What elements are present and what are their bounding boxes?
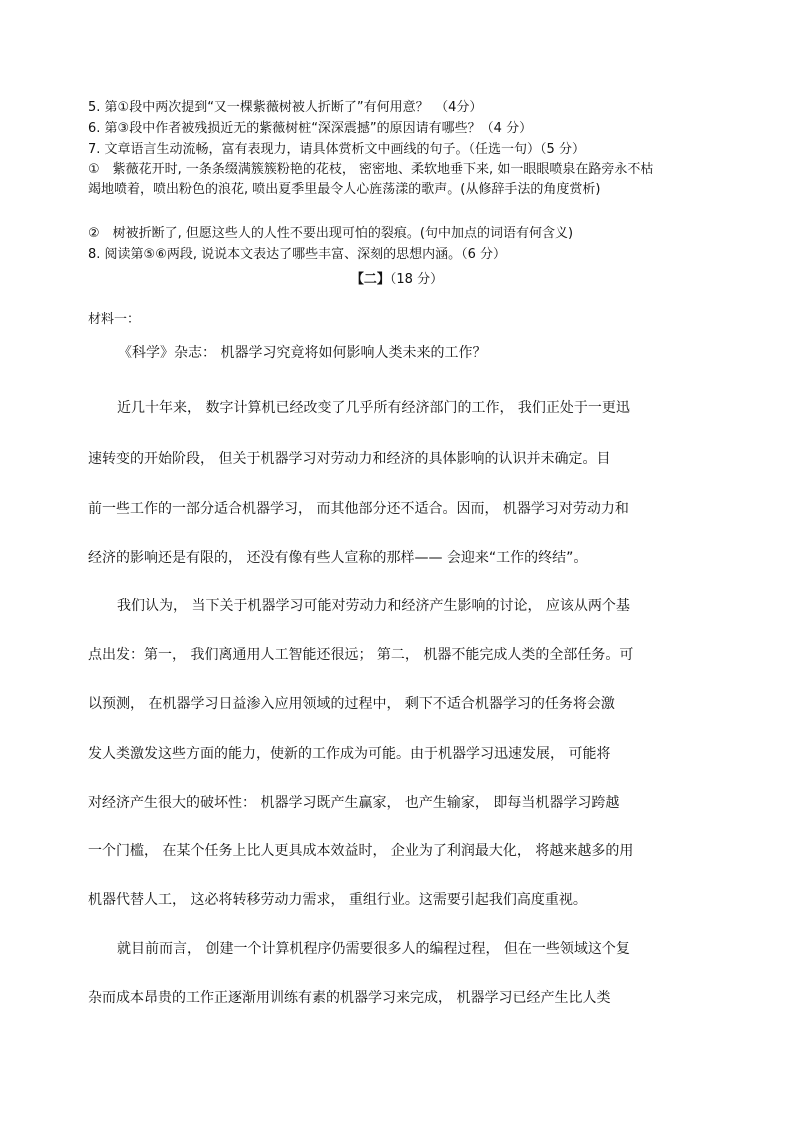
body-line: 点出发：第一， 我们离通用人工智能还很远； 第二， 机器不能完成人类的全部任务。可 xyxy=(88,647,634,663)
body-line: 发人类激发这些方面的能力，使新的工作成为可能。由于机器学习迅速发展， 可能将 xyxy=(88,746,611,762)
body-line: 经济的影响还是有限的， 还没有像有些人宣称的那样—— 会迎来“工作的终结”。 xyxy=(88,550,588,566)
section-title: 【二】 xyxy=(350,272,390,287)
question-7-option-2: ② 树被折断了, 但愿这些人的人性不要出现可怕的裂痕。(句中加点的词语有何含义) xyxy=(88,226,574,241)
body-line: 一个门槛， 在某个任务上比人更具成本效益时， 企业为了利润最大化， 将越来越多的用 xyxy=(88,843,634,859)
body-line: 就目前而言， 创建一个计算机程序仍需要很多人的编程过程， 但在一些领域这个复 xyxy=(117,941,630,957)
body-line: 前一些工作的一部分适合机器学习， 而其他部分还不适合。因而， 机器学习对劳动力和 xyxy=(88,501,629,517)
body-line: 以预测， 在机器学习日益渗入应用领域的过程中， 剩下不适合机器学习的任务将会激 xyxy=(88,696,615,712)
magazine-line: 《科学》杂志： 机器学习究竟将如何影响人类未来的工作？ xyxy=(118,345,487,361)
body-line: 杂而成本昂贵的工作正逐渐用训练有素的机器学习来完成， 机器学习已经产生比人类 xyxy=(88,990,611,1006)
material-label: 材料一： xyxy=(88,312,141,327)
body-line: 我们认为， 当下关于机器学习可能对劳动力和经济产生影响的讨论， 应该从两个基 xyxy=(117,598,630,614)
body-line: 速转变的开始阶段， 但关于机器学习对劳动力和经济的具体影响的认识并未确定。目 xyxy=(88,451,611,467)
section-score: （18 分） xyxy=(389,272,444,287)
question-6: 6. 第③段中作者被残损近无的紫薇树桩“深深震撼”的原因请有哪些？（4 分） xyxy=(88,121,533,136)
body-line: 近几十年来， 数字计算机已经改变了几乎所有经济部门的工作， 我们正处于一更迅 xyxy=(117,400,630,416)
question-8: 8. 阅读第⑤⑥两段, 说说本文表达了哪些丰富、深刻的思想内涵。（6 分） xyxy=(88,247,507,262)
body-line: 机器代替人工， 这必将转移劳动力需求， 重组行业。这需要引起我们高度重视。 xyxy=(88,892,587,908)
question-5: 5. 第①段中两次提到“又一棵紫薇树被人折断了”有何用意？ （4分） xyxy=(88,100,483,115)
section-heading xyxy=(0,268,794,287)
question-7-option-1: ① 紫薇花开时, 一条条缀满簇簇粉艳的花枝， 密密地、柔软地垂下来, 如一眼眼喷泉在路旁永不枯竭地喷着，喷出粉色的浪花, 喷出夏季里最令人心旌荡漾的歌声。(从修辞手法的角度赏析) xyxy=(88,162,654,197)
body-line: 对经济产生很大的破坏性： 机器学习既产生赢家， 也产生输家， 即每当机器学习跨越 xyxy=(88,795,620,811)
question-7: 7. 文章语言生动流畅，富有表现力，请具体赏析文中画线的句子。（任选一句）（5 分） xyxy=(88,142,585,157)
